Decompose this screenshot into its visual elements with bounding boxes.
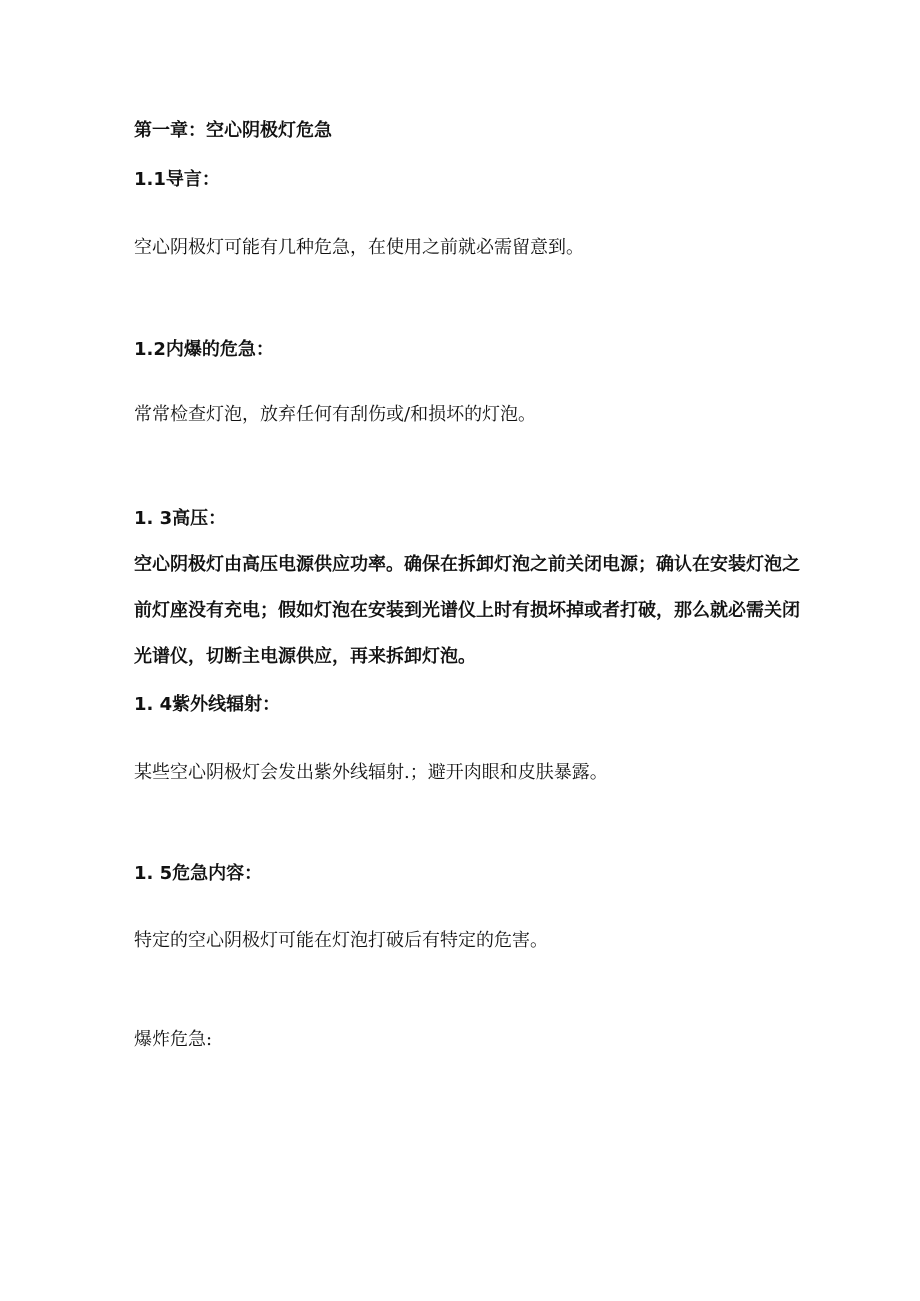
section-1-heading: 1.1导言： [134, 169, 220, 190]
section-2-body-line-1: 常常检查灯泡，放弃任何有刮伤或/和损坏的灯泡。 [134, 404, 537, 425]
section-4-body-line-1: 某些空心阴极灯会发出紫外线辐射.；避开肉眼和皮肤暴露。 [134, 762, 608, 783]
section-3-body-line-3: 光谱仪，切断主电源供应，再来拆卸灯泡。 [134, 646, 476, 667]
section-1-body-line-1: 空心阴极灯可能有几种危急，在使用之前就必需留意到。 [134, 237, 584, 258]
section-3-body-line-2: 前灯座没有充电；假如灯泡在安装到光谱仪上时有损坏掉或者打破，那么就必需关闭 [134, 600, 800, 621]
trailing-text: 爆炸危急: [134, 1029, 213, 1050]
section-3-body-line-1: 空心阴极灯由高压电源供应功率。确保在拆卸灯泡之前关闭电源；确认在安装灯泡之 [134, 554, 800, 575]
section-4-heading: 1. 4紫外线辐射： [134, 694, 281, 715]
chapter-title: 第一章：空心阴极灯危急 [134, 120, 332, 141]
section-3-heading: 1. 3高压： [134, 508, 227, 529]
section-2-heading: 1.2内爆的危急： [134, 339, 274, 360]
section-5-body-line-1: 特定的空心阴极灯可能在灯泡打破后有特定的危害。 [134, 930, 548, 951]
section-5-heading: 1. 5危急内容： [134, 863, 263, 884]
